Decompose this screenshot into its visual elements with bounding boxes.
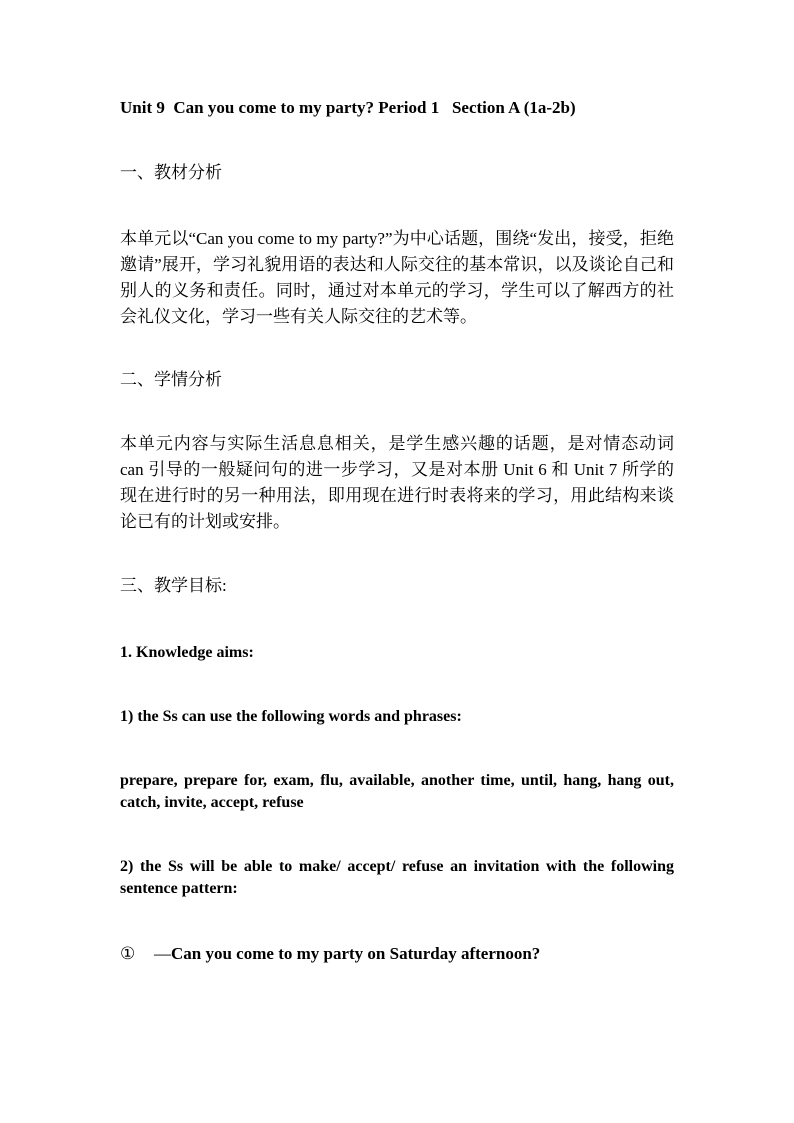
- example-sentence-1: [120, 942, 674, 966]
- knowledge-aims-heading: 1. Knowledge aims:: [120, 644, 254, 661]
- example-sentence-text: Can you come to my party on Saturday afternoon?: [171, 944, 541, 963]
- aim-1-text: 1) the Ss can use the following words and phrases:: [120, 708, 462, 725]
- document-title: Unit 9 Can you come to my party? Period 1 Section A (1a-2b): [120, 98, 576, 117]
- dialogue-dash: —: [154, 944, 171, 963]
- section-heading-textbook-analysis: 一、教材分析: [120, 163, 222, 182]
- section-heading-teaching-goals: 三、教学目标:: [120, 576, 227, 595]
- section-heading-student-analysis: 二、学情分析: [120, 370, 222, 389]
- vocabulary-list: prepare, prepare for, exam, flu, available, another time, until, hang, hang out, catch, invite, accept, refuse: [120, 772, 674, 811]
- section-body-student-analysis: 本单元内容与实际生活息息相关，是学生感兴趣的话题，是对情态动词 can 引导的一般疑问句的进一步学习，又是对本册 Unit 6 和 Unit 7 所学的现在进行时的另一种用法，即用现在进行时表将来的学习，用此结构来谈论已有的计划或安排。: [120, 434, 674, 531]
- circled-number-marker: ①: [120, 944, 136, 963]
- aim-2-text: 2) the Ss will be able to make/ accept/ refuse an invitation with the following sentence pattern:: [120, 858, 674, 897]
- section-body-textbook-analysis: 本单元以“Can you come to my party?”为中心话题，围绕“发出，接受，拒绝邀请”展开，学习礼貌用语的表达和人际交往的基本常识，以及谈论自己和别人的义务和责任。同时，通过对本单元的学习，学生可以了解西方的社会礼仪文化，学习一些有关人际交往的艺术等。: [120, 229, 674, 326]
